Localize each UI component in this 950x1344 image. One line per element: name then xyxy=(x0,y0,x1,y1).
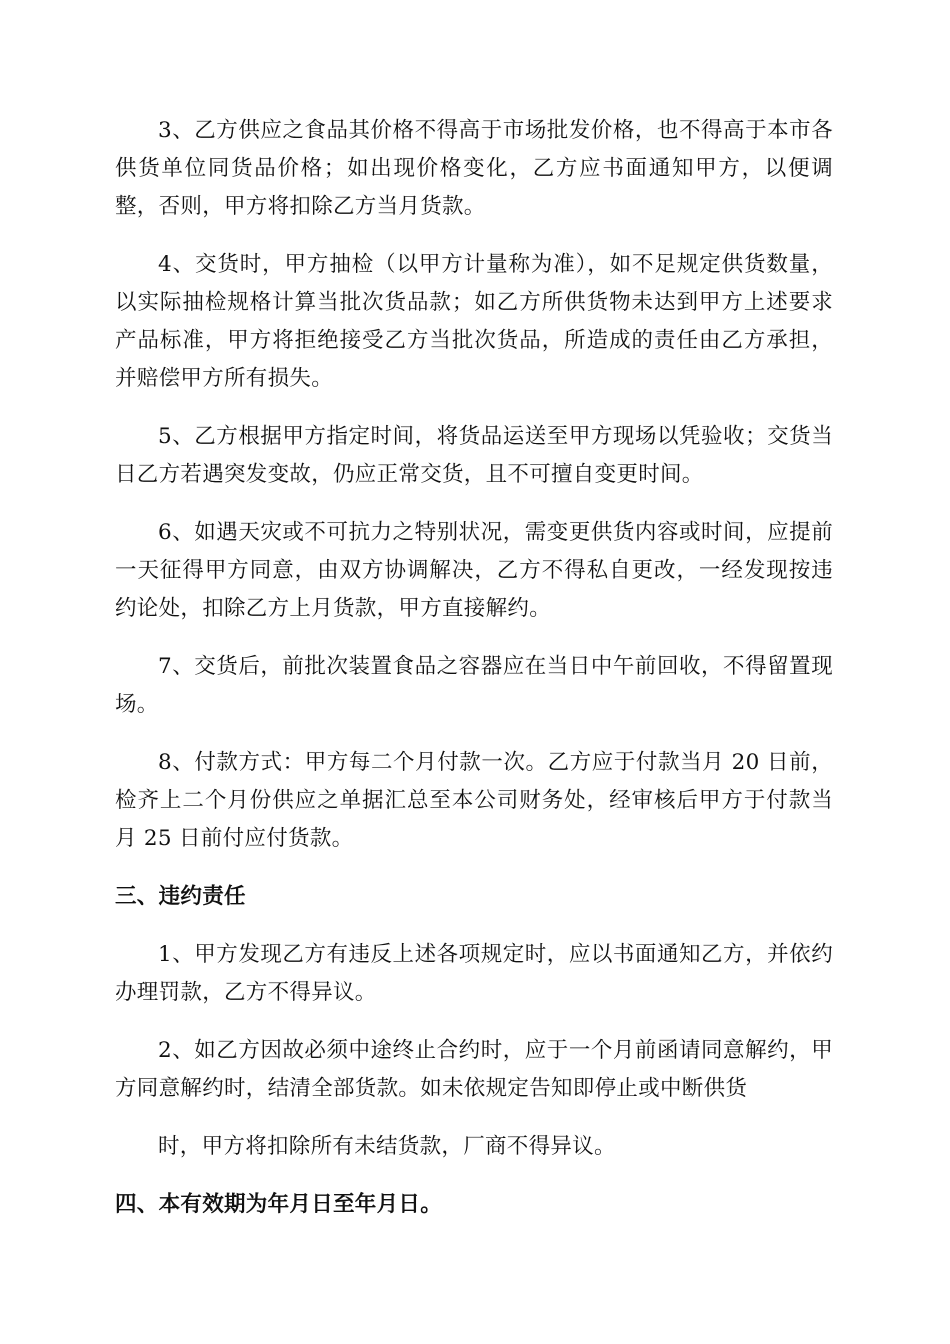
section-4-heading: 四、本有效期为年月日至年月日。 xyxy=(115,1192,443,1217)
section-3-heading: 三、违约责任 xyxy=(115,884,246,909)
clause-8-paragraph: 8、付款方式：甲方每二个月付款一次。乙方应于付款当月 20 日前，检齐上二个月份供应之单据汇总至本公司财务处，经审核后甲方于付款当月 25 日前付应付货款。 xyxy=(115,750,833,851)
breach-clause-1-paragraph: 1、甲方发现乙方有违反上述各项规定时，应以书面通知乙方，并依约办理罚款，乙方不得异议。 xyxy=(115,942,833,1005)
clause-5-paragraph: 5、乙方根据甲方指定时间，将货品运送至甲方现场以凭验收；交货当日乙方若遇突发变故，仍应正常交货，且不可擅自变更时间。 xyxy=(115,424,833,487)
document-body xyxy=(115,112,833,1244)
breach-clause-2-paragraph: 2、如乙方因故必须中途终止合约时，应于一个月前函请同意解约，甲方同意解约时，结清全部货款。如未依规定告知即停止或中断供货 xyxy=(115,1038,833,1101)
clause-7-paragraph: 7、交货后，前批次装置食品之容器应在当日中午前回收，不得留置现场。 xyxy=(115,654,833,717)
clause-6-paragraph: 6、如遇天灾或不可抗力之特别状况，需变更供货内容或时间，应提前一天征得甲方同意，由双方协调解决，乙方不得私自更改，一经发现按违约论处，扣除乙方上月货款，甲方直接解约。 xyxy=(115,520,833,621)
breach-clause-2-continuation: 时，甲方将扣除所有未结货款，厂商不得异议。 xyxy=(158,1134,616,1159)
clause-3-paragraph: 3、乙方供应之食品其价格不得高于市场批发价格，也不得高于本市各供货单位同货品价格；如出现价格变化，乙方应书面通知甲方，以便调整，否则，甲方将扣除乙方当月货款。 xyxy=(115,118,833,219)
clause-4-paragraph: 4、交货时，甲方抽检（以甲方计量称为准），如不足规定供货数量，以实际抽检规格计算当批次货品款；如乙方所供货物未达到甲方上述要求产品标准，甲方将拒绝接受乙方当批次货品，所造成的责任由乙方承担，并赔偿甲方所有损失。 xyxy=(115,252,833,391)
